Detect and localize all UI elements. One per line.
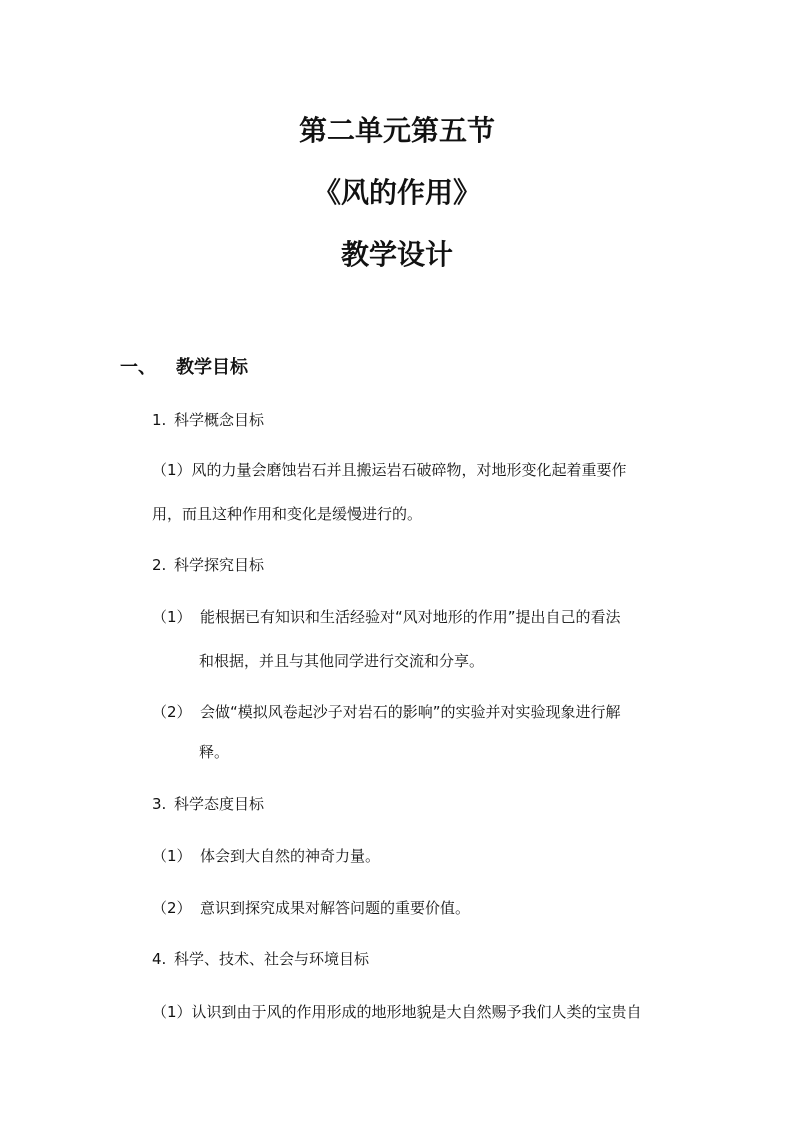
goal4-label: 科学、技术、社会与环境目标 — [174, 950, 370, 968]
goal3-item2 — [152, 897, 470, 919]
goal3-item2-number: （2） — [152, 899, 192, 917]
goal2-heading — [152, 554, 264, 576]
goal2-item2-line1 — [152, 701, 621, 723]
goal3-item1-text: 体会到大自然的神奇力量。 — [200, 847, 381, 865]
goal3-item2-text: 意识到探究成果对解答问题的重要价值。 — [200, 899, 471, 917]
goal1-paragraph-line1: （1）风的力量会磨蚀岩石并且搬运岩石破碎物，对地形变化起着重要作 — [152, 461, 627, 479]
goal2-item1-line1 — [152, 606, 621, 628]
goal2-item2-text: 会做“模拟风卷起沙子对岩石的影响”的实验并对实验现象进行解 — [200, 703, 621, 721]
section-number: 一、 — [120, 357, 156, 378]
goal4-number: 4. — [152, 950, 167, 968]
goal3-heading — [152, 793, 264, 815]
section-label: 教学目标 — [176, 357, 248, 378]
goal2-item1-text: 能根据已有知识和生活经验对“风对地形的作用”提出自己的看法 — [200, 608, 621, 626]
goal3-label: 科学态度目标 — [174, 795, 265, 813]
goal2-item1-line2: 和根据，并且与其他同学进行交流和分享。 — [199, 652, 485, 670]
goal1-heading — [152, 409, 264, 431]
goal1-paragraph-line2: 用，而且这种作用和变化是缓慢进行的。 — [152, 505, 423, 523]
goal2-label: 科学探究目标 — [174, 556, 265, 574]
goal3-number: 3. — [152, 795, 167, 813]
goal3-item1-number: （1） — [152, 847, 192, 865]
section-heading-teaching-goals — [120, 355, 248, 381]
goal4-paragraph-line1: （1）认识到由于风的作用形成的地形地貌是大自然赐予我们人类的宝贵自 — [152, 1003, 642, 1021]
title-unit-section: 第二单元第五节 — [298, 114, 495, 147]
goal2-number: 2. — [152, 556, 167, 574]
goal1-label: 科学概念目标 — [174, 411, 265, 429]
goal4-heading — [152, 948, 369, 970]
goal2-item2-line2: 释。 — [199, 743, 230, 761]
goal3-item1 — [152, 845, 380, 867]
goal2-item1-number: （1） — [152, 608, 192, 626]
goal1-number: 1. — [152, 411, 167, 429]
title-teaching-design: 教学设计 — [340, 238, 453, 271]
title-lesson-name: 《风的作用》 — [312, 176, 481, 209]
goal2-item2-number: （2） — [152, 703, 192, 721]
